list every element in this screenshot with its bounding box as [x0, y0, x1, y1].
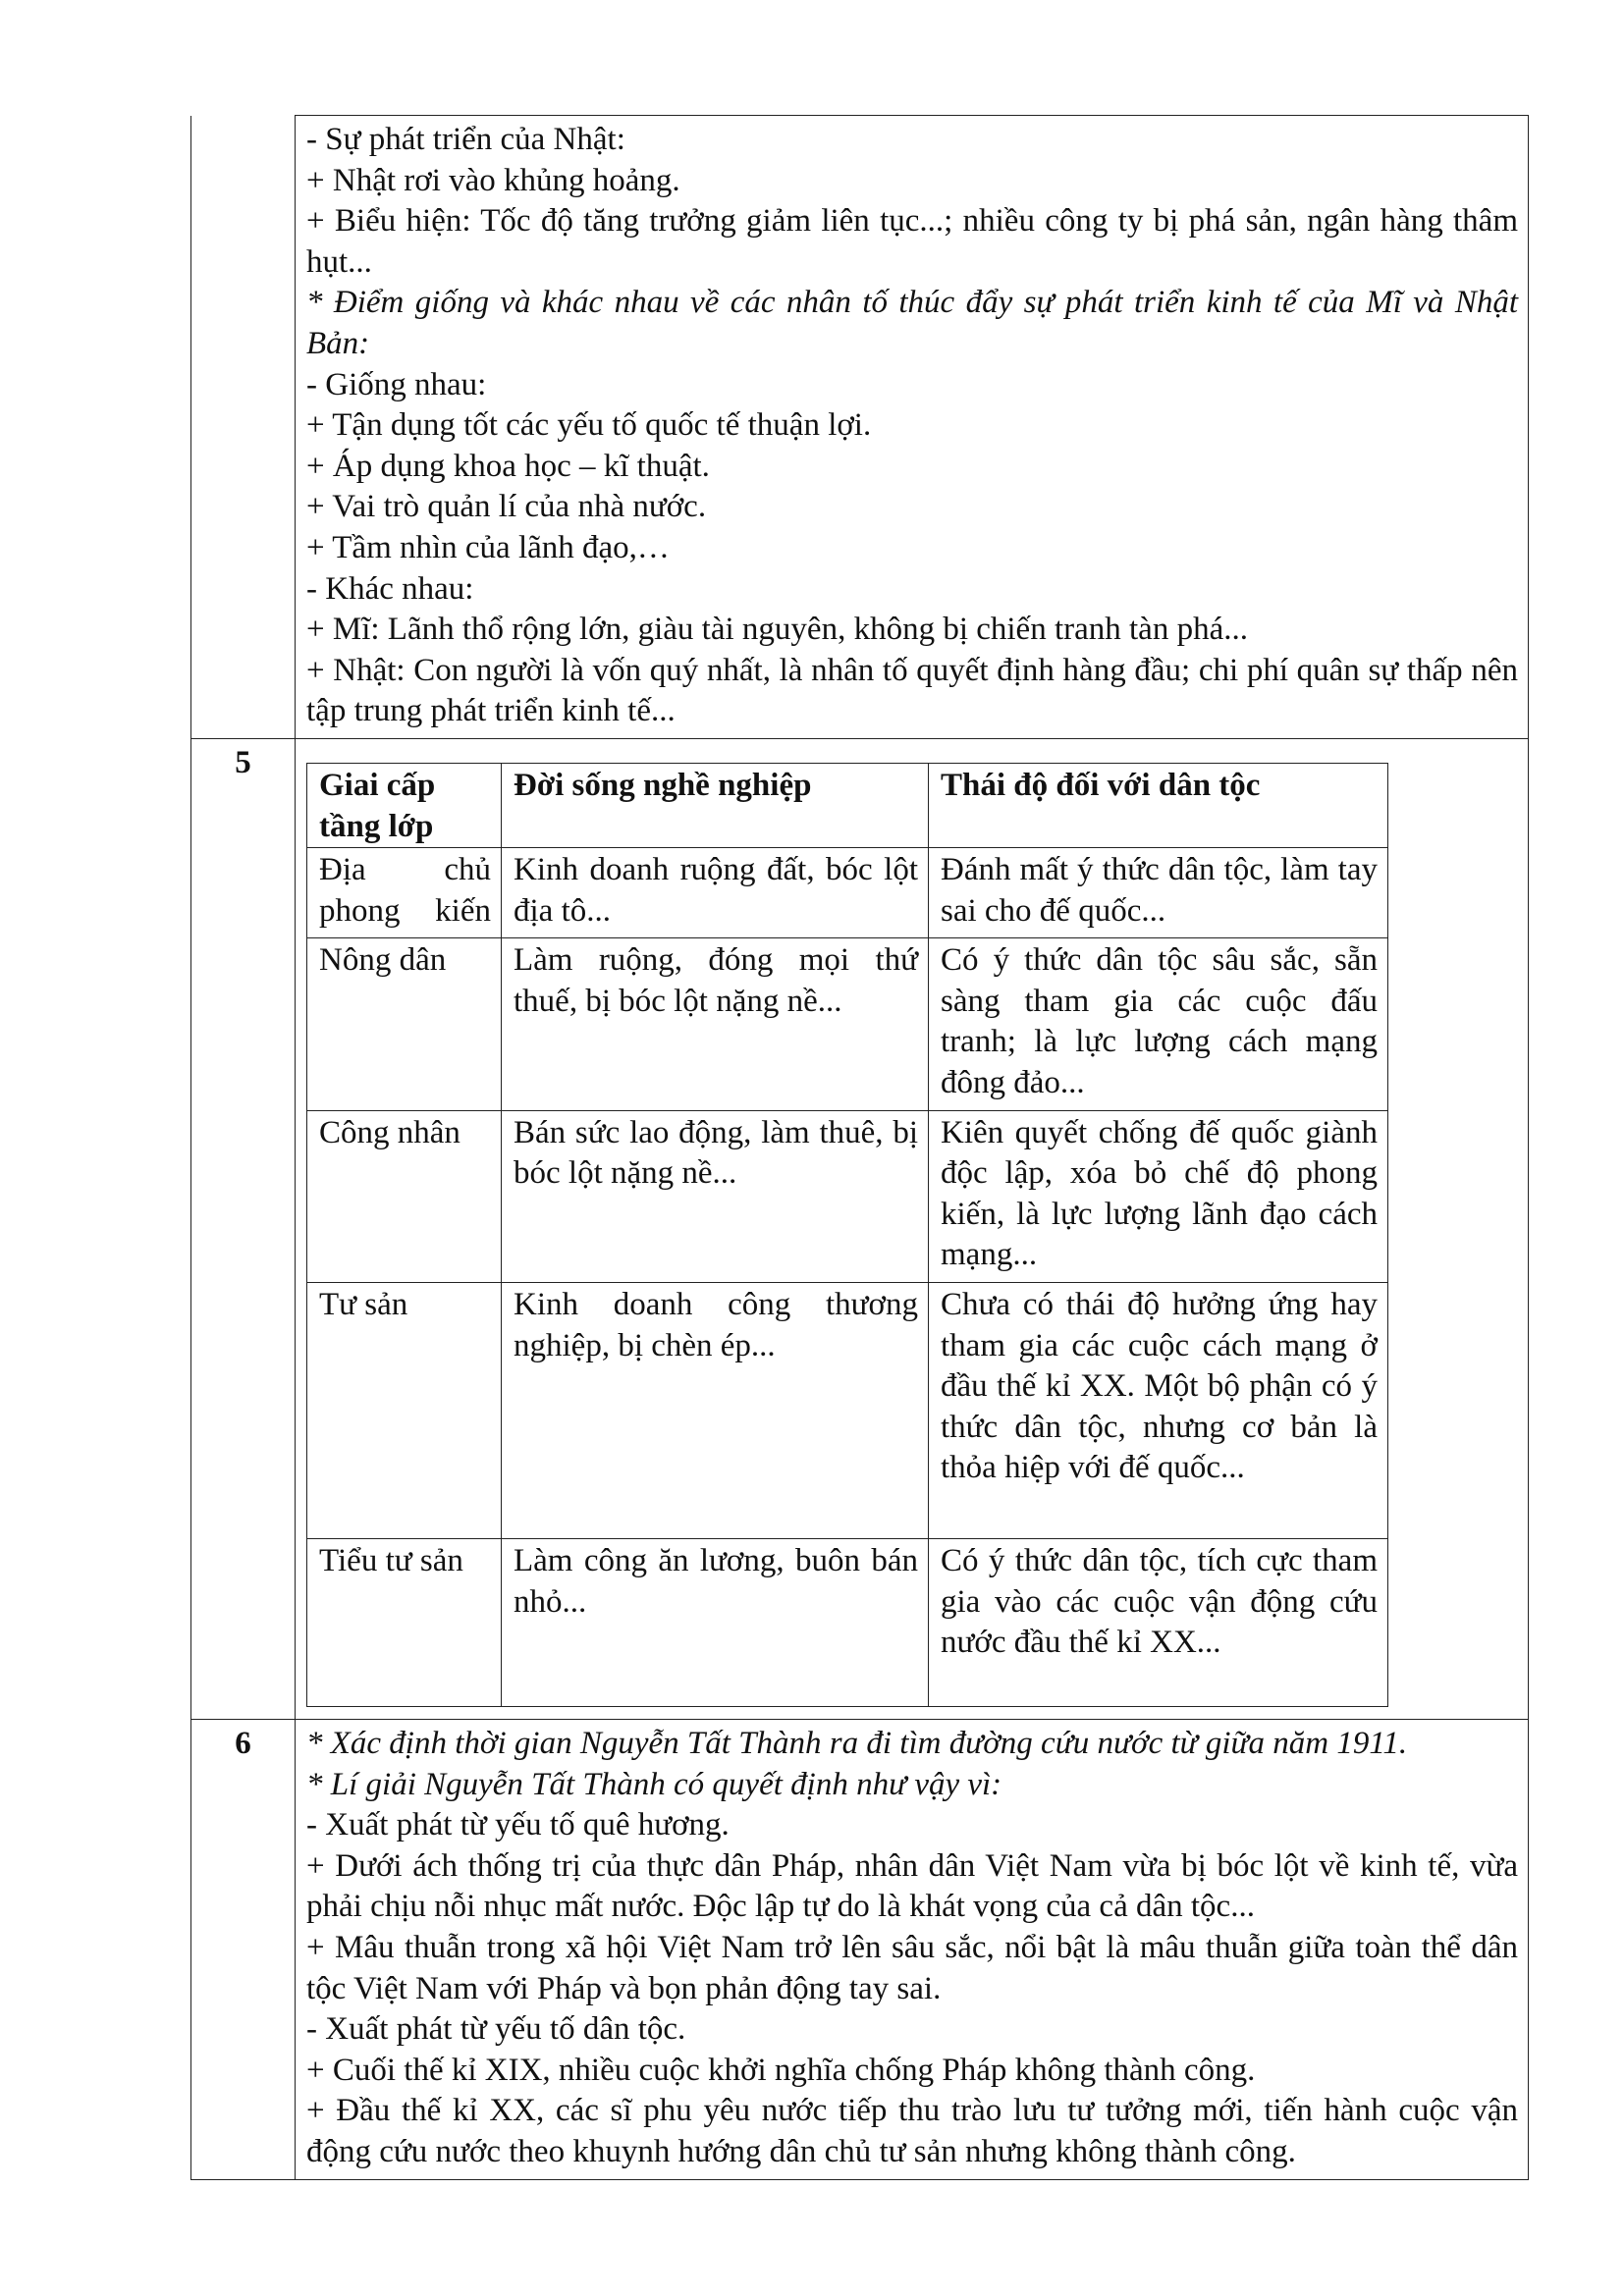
answer-line: + Nhật rơi vào khủng hoảng. [306, 162, 680, 198]
cell-class: Địa chủ phong kiến [307, 848, 502, 938]
answer-line: + Mĩ: Lãnh thổ rộng lớn, giàu tài nguyên, không bị chiến tranh tàn phá... [306, 612, 1248, 648]
answer-line: + Cuối thế kỉ XIX, nhiều cuộc khởi nghĩa chống Pháp không thành công. [306, 2052, 1256, 2088]
header-attitude: Thái độ đối với dân tộc [929, 763, 1388, 847]
cell-life: Làm công ăn lương, buôn bán nhỏ... [502, 1539, 929, 1707]
header-life: Đời sống nghề nghiệp [502, 763, 929, 847]
answer-content-6 [296, 1720, 1529, 2180]
cell-attitude: Có ý thức dân tộc, tích cực tham gia vào các cuộc vận động cứu nước đầu thế kỉ XX... [929, 1539, 1388, 1707]
table-row [307, 1110, 1388, 1282]
answer-line: + Biểu hiện: Tốc độ tăng trưởng giảm liên tục...; nhiều công ty bị phá sản, ngân hàng thâm hụt... [306, 203, 1527, 280]
answer-line: + Áp dụng khoa học – kĩ thuật. [306, 448, 710, 484]
answer-content-4 [296, 116, 1529, 739]
answer-line: + Tầm nhìn của lãnh đạo,… [306, 529, 670, 565]
header-class: Giai cấp tầng lớp [307, 763, 502, 847]
answer-table [190, 115, 1529, 2180]
answer-line: - Xuất phát từ yếu tố dân tộc. [306, 2011, 686, 2048]
table-row [307, 1283, 1388, 1539]
table-row [307, 848, 1388, 938]
answer-row-5 [191, 738, 1529, 1719]
answer-heading: * Lí giải Nguyễn Tất Thành có quyết định như vậy vì: [306, 1766, 1002, 1802]
cell-life: Kinh doanh ruộng đất, bóc lột địa tô... [502, 848, 929, 938]
answer-heading: * Điểm giống và khác nhau về các nhân tố thúc đẩy sự phát triển kinh tế của Mĩ và Nhật Bản: [306, 285, 1527, 361]
cell-attitude: Có ý thức dân tộc sâu sắc, sẵn sàng tham gia các cuộc đấu tranh; là lực lượng cách mạng đông đảo... [929, 938, 1388, 1110]
answer-line: - Giống nhau: [306, 366, 487, 402]
answer-line: + Vai trò quản lí của nhà nước. [306, 489, 707, 525]
question-number: 5 [191, 738, 296, 1719]
question-number-cell [191, 116, 296, 739]
answer-line: + Mâu thuẫn trong xã hội Việt Nam trở lên sâu sắc, nổi bật là mâu thuẫn giữa toàn thể dân tộc Việt Nam với Pháp và bọn phản động tay sai. [306, 1930, 1527, 2006]
cell-attitude: Đánh mất ý thức dân tộc, làm tay sai cho đế quốc... [929, 848, 1388, 938]
question-number: 6 [191, 1720, 296, 2180]
answer-line: - Xuất phát từ yếu tố quê hương. [306, 1807, 730, 1843]
cell-life: Làm ruộng, đóng mọi thứ thuế, bị bóc lột nặng nề... [502, 938, 929, 1110]
answer-line: + Tận dụng tốt các yếu tố quốc tế thuận lợi. [306, 407, 872, 444]
answer-line: + Nhật: Con người là vốn quý nhất, là nhân tố quyết định hàng đầu; chi phí quân sự thấp nên tập trung phát triển kinh tế... [306, 652, 1527, 729]
table-header-row [307, 763, 1388, 847]
cell-class: Tiểu tư sản [307, 1539, 502, 1707]
social-classes-table [306, 763, 1388, 1707]
answer-line: + Đầu thế kỉ XX, các sĩ phu yêu nước tiếp thu trào lưu tư tưởng mới, tiến hành cuộc vận động cứu nước theo khuynh hướng dân chủ tư sản nhưng không thành công. [306, 2093, 1527, 2169]
cell-class: Tư sản [307, 1283, 502, 1539]
table-row [307, 938, 1388, 1110]
cell-class: Nông dân [307, 938, 502, 1110]
answer-row-6 [191, 1720, 1529, 2180]
answer-heading: * Xác định thời gian Nguyễn Tất Thành ra đi tìm đường cứu nước từ giữa năm 1911. [306, 1726, 1408, 1762]
cell-attitude: Chưa có thái độ hưởng ứng hay tham gia các cuộc cách mạng ở đầu thế kỉ XX. Một bộ phận có ý thức dân tộc, nhưng cơ bản là thỏa hiệp với đế quốc... [929, 1283, 1388, 1539]
answer-content-5 [296, 738, 1529, 1719]
cell-life: Kinh doanh công thương nghiệp, bị chèn ép... [502, 1283, 929, 1539]
answer-line: + Dưới ách thống trị của thực dân Pháp, nhân dân Việt Nam vừa bị bóc lột về kinh tế, vừa phải chịu nỗi nhục mất nước. Độc lập tự do là khát vọng của cả dân tộc... [306, 1847, 1527, 1925]
cell-attitude: Kiên quyết chống đế quốc giành độc lập, xóa bỏ chế độ phong kiến, là lực lượng lãnh đạo cách mạng... [929, 1110, 1388, 1282]
cell-life: Bán sức lao động, làm thuê, bị bóc lột nặng nề... [502, 1110, 929, 1282]
cell-class: Công nhân [307, 1110, 502, 1282]
answer-line: - Khác nhau: [306, 570, 474, 607]
answer-row-4-continued [191, 116, 1529, 739]
answer-line: - Sự phát triển của Nhật: [306, 122, 625, 157]
table-row [307, 1539, 1388, 1707]
